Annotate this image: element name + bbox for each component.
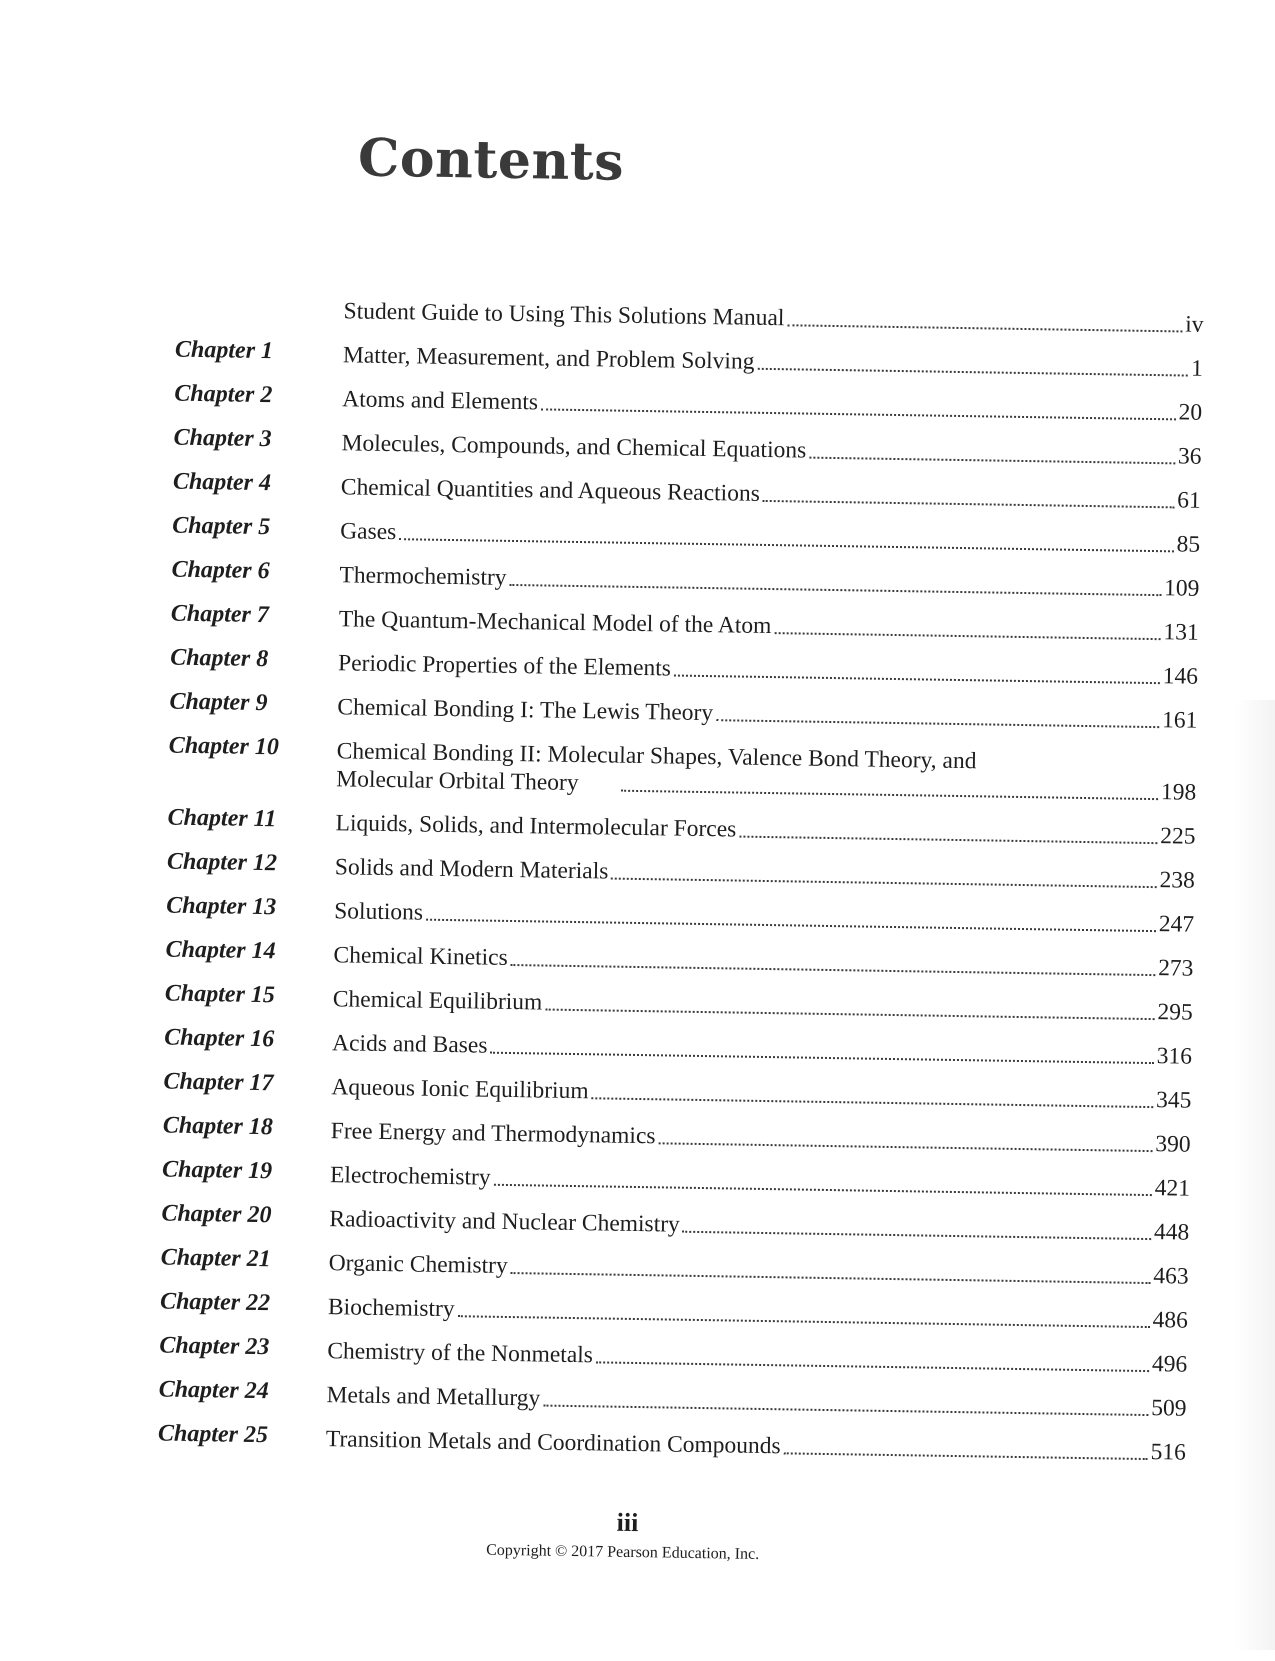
leader-row xyxy=(342,385,1202,427)
entry-page-number: 421 xyxy=(1154,1175,1191,1202)
leader-row xyxy=(326,1425,1186,1467)
dot-leader xyxy=(509,584,1161,596)
entry-title: Organic Chemistry xyxy=(328,1250,508,1279)
chapter-label: Chapter 11 xyxy=(167,804,277,833)
leader-row xyxy=(338,649,1198,691)
entry-page-number: 225 xyxy=(1160,823,1196,850)
entry-title: The Quantum-Mechanical Model of the Atom xyxy=(338,606,772,640)
leader-row xyxy=(333,941,1193,983)
entry-title: Liquids, Solids, and Intermolecular Forces xyxy=(335,810,737,843)
chapter-label: Chapter 17 xyxy=(163,1068,274,1097)
entry-title: Gases xyxy=(339,518,397,546)
entry-page-number: 496 xyxy=(1151,1351,1188,1378)
page-title: Contents xyxy=(357,127,625,193)
entry-page-number: 85 xyxy=(1176,531,1201,558)
entry-page-number: 131 xyxy=(1163,619,1199,646)
entry-title: Chemical Kinetics xyxy=(333,942,508,971)
entry-title: Chemical Bonding I: The Lewis Theory xyxy=(337,694,714,727)
entry-title: Chemical Bonding II: Molecular Shapes, Valence Bond Theory, and Molecular Orbital Theory xyxy=(336,738,977,797)
entry-title: Electrochemistry xyxy=(329,1162,491,1191)
leader-row xyxy=(337,693,1197,735)
chapter-label: Chapter 25 xyxy=(157,1420,269,1449)
entry-title: Radioactivity and Nuclear Chemistry xyxy=(329,1206,680,1238)
dot-leader xyxy=(716,719,1159,728)
leader-row xyxy=(335,809,1195,851)
chapter-label: Chapter 24 xyxy=(158,1376,269,1405)
dot-leader xyxy=(596,1361,1149,1372)
dot-leader xyxy=(399,538,1173,552)
dot-leader xyxy=(591,1097,1153,1108)
chapter-label: Chapter 3 xyxy=(173,424,272,453)
chapter-label: Chapter 23 xyxy=(159,1332,270,1361)
entry-title: Chemical Quantities and Aqueous Reactions xyxy=(340,474,761,507)
entry-page-number: 486 xyxy=(1152,1307,1189,1334)
entry-page-number: 247 xyxy=(1158,911,1195,938)
scan-shadow xyxy=(1235,700,1275,1650)
dot-leader xyxy=(545,1009,1154,1021)
entry-page-number: 516 xyxy=(1150,1439,1187,1466)
chapter-label: Chapter 21 xyxy=(160,1244,271,1273)
leader-row xyxy=(339,561,1199,603)
leader-row xyxy=(332,1029,1192,1071)
entry-title: Chemical Equilibrium xyxy=(332,986,543,1016)
chapter-label: Chapter 9 xyxy=(169,688,268,717)
entry-title: Matter, Measurement, and Problem Solving xyxy=(342,342,755,375)
leader-row xyxy=(335,853,1195,895)
dot-leader xyxy=(426,919,1156,932)
chapter-label: Chapter 8 xyxy=(169,644,269,673)
dot-leader xyxy=(541,408,1176,420)
entry-page-number: 61 xyxy=(1177,487,1201,514)
chapter-label: Chapter 19 xyxy=(161,1156,273,1185)
leader-row xyxy=(327,1337,1187,1379)
dot-leader xyxy=(674,675,1160,685)
entry-page-number: 316 xyxy=(1156,1043,1193,1070)
leader-row xyxy=(328,1249,1188,1291)
entry-title: Metals and Metallurgy xyxy=(326,1382,541,1412)
entry-title: Chemistry of the Nonmetals xyxy=(327,1338,594,1369)
leader-row xyxy=(328,1293,1188,1335)
dot-leader xyxy=(774,632,1160,640)
entry-page-number: 198 xyxy=(1160,779,1197,806)
leader-row xyxy=(343,297,1203,339)
dot-leader xyxy=(784,1452,1148,1460)
page-number: iii xyxy=(616,1507,639,1538)
chapter-label: Chapter 20 xyxy=(161,1200,272,1229)
leader-row xyxy=(331,1073,1191,1115)
dot-leader xyxy=(683,1231,1151,1240)
dot-leader xyxy=(809,457,1175,465)
entry-page-number: 509 xyxy=(1151,1395,1187,1422)
entry-title: Molecules, Compounds, and Chemical Equations xyxy=(341,430,807,464)
chapter-label: Chapter 10 xyxy=(168,732,280,761)
chapter-label: Chapter 14 xyxy=(165,936,276,965)
dot-leader xyxy=(787,324,1182,332)
leader-row xyxy=(341,473,1201,515)
dot-leader xyxy=(739,836,1157,845)
chapter-label: Chapter 13 xyxy=(166,892,277,921)
leader-row xyxy=(341,429,1201,471)
entry-page-number: 273 xyxy=(1157,955,1194,982)
dot-leader xyxy=(457,1315,1149,1328)
leader-row xyxy=(336,765,1196,807)
leader-row xyxy=(329,1205,1189,1247)
chapter-label: Chapter 7 xyxy=(170,600,270,629)
dot-leader xyxy=(611,878,1156,889)
chapter-label: Chapter 22 xyxy=(159,1288,271,1317)
leader-row xyxy=(343,341,1203,383)
entry-page-number: 20 xyxy=(1178,399,1203,426)
chapter-label: Chapter 2 xyxy=(174,380,273,409)
entry-title: Free Energy and Thermodynamics xyxy=(330,1118,656,1150)
leader-row xyxy=(326,1381,1186,1423)
entry-page-number: 390 xyxy=(1155,1131,1191,1158)
entry-page-number: 109 xyxy=(1163,575,1200,602)
entry-title: Atoms and Elements xyxy=(342,386,539,416)
chapter-label: Chapter 5 xyxy=(172,512,271,541)
chapter-label: Chapter 18 xyxy=(162,1112,274,1141)
entry-page-number: 295 xyxy=(1157,999,1193,1026)
toc-entry-student-guide xyxy=(8,288,1275,338)
entry-title: Solutions xyxy=(334,898,424,926)
leader-row xyxy=(339,605,1199,647)
entry-title: Biochemistry xyxy=(327,1294,455,1323)
chapter-label: Chapter 6 xyxy=(171,556,270,585)
dot-leader xyxy=(763,500,1174,508)
dot-leader xyxy=(511,964,1155,976)
entry-page-number: 161 xyxy=(1161,707,1198,734)
chapter-label: Chapter 12 xyxy=(166,848,278,877)
entry-page-number: 448 xyxy=(1153,1219,1190,1246)
dot-leader xyxy=(490,1052,1153,1064)
dot-leader xyxy=(493,1184,1151,1196)
leader-row xyxy=(333,985,1193,1027)
chapter-label: Chapter 4 xyxy=(172,468,272,497)
entry-page-number: 146 xyxy=(1162,663,1199,690)
entry-page-number: 36 xyxy=(1177,443,1202,470)
entry-page-number: 345 xyxy=(1155,1087,1192,1114)
chapter-label: Chapter 15 xyxy=(164,980,276,1009)
dot-leader xyxy=(511,1272,1151,1284)
entry-title: Aqueous Ionic Equilibrium xyxy=(331,1074,589,1105)
entry-title: Solids and Modern Materials xyxy=(334,854,609,885)
dot-leader xyxy=(658,1142,1152,1152)
entry-page-number: 1 xyxy=(1190,355,1204,382)
dot-leader xyxy=(543,1405,1148,1417)
copyright-notice: Copyright © 2017 Pearson Education, Inc. xyxy=(486,1541,760,1563)
entry-title: Transition Metals and Coordination Compounds xyxy=(325,1426,781,1460)
entry-title: Student Guide to Using This Solutions Manual xyxy=(343,298,785,332)
entry-title: Thermochemistry xyxy=(339,562,507,591)
dot-leader xyxy=(621,790,1158,800)
chapter-label: Chapter 16 xyxy=(164,1024,275,1053)
entry-title: Periodic Properties of the Elements xyxy=(337,650,672,682)
entry-title: Acids and Bases xyxy=(331,1030,488,1059)
dot-leader xyxy=(757,368,1188,377)
leader-row xyxy=(331,1117,1191,1159)
entry-page-number: iv xyxy=(1185,311,1204,338)
leader-row xyxy=(330,1161,1190,1203)
entry-page-number: 238 xyxy=(1159,867,1196,894)
leader-row xyxy=(340,517,1200,559)
chapter-label: Chapter 1 xyxy=(174,336,274,365)
leader-row xyxy=(334,897,1194,939)
entry-page-number: 463 xyxy=(1153,1263,1189,1290)
